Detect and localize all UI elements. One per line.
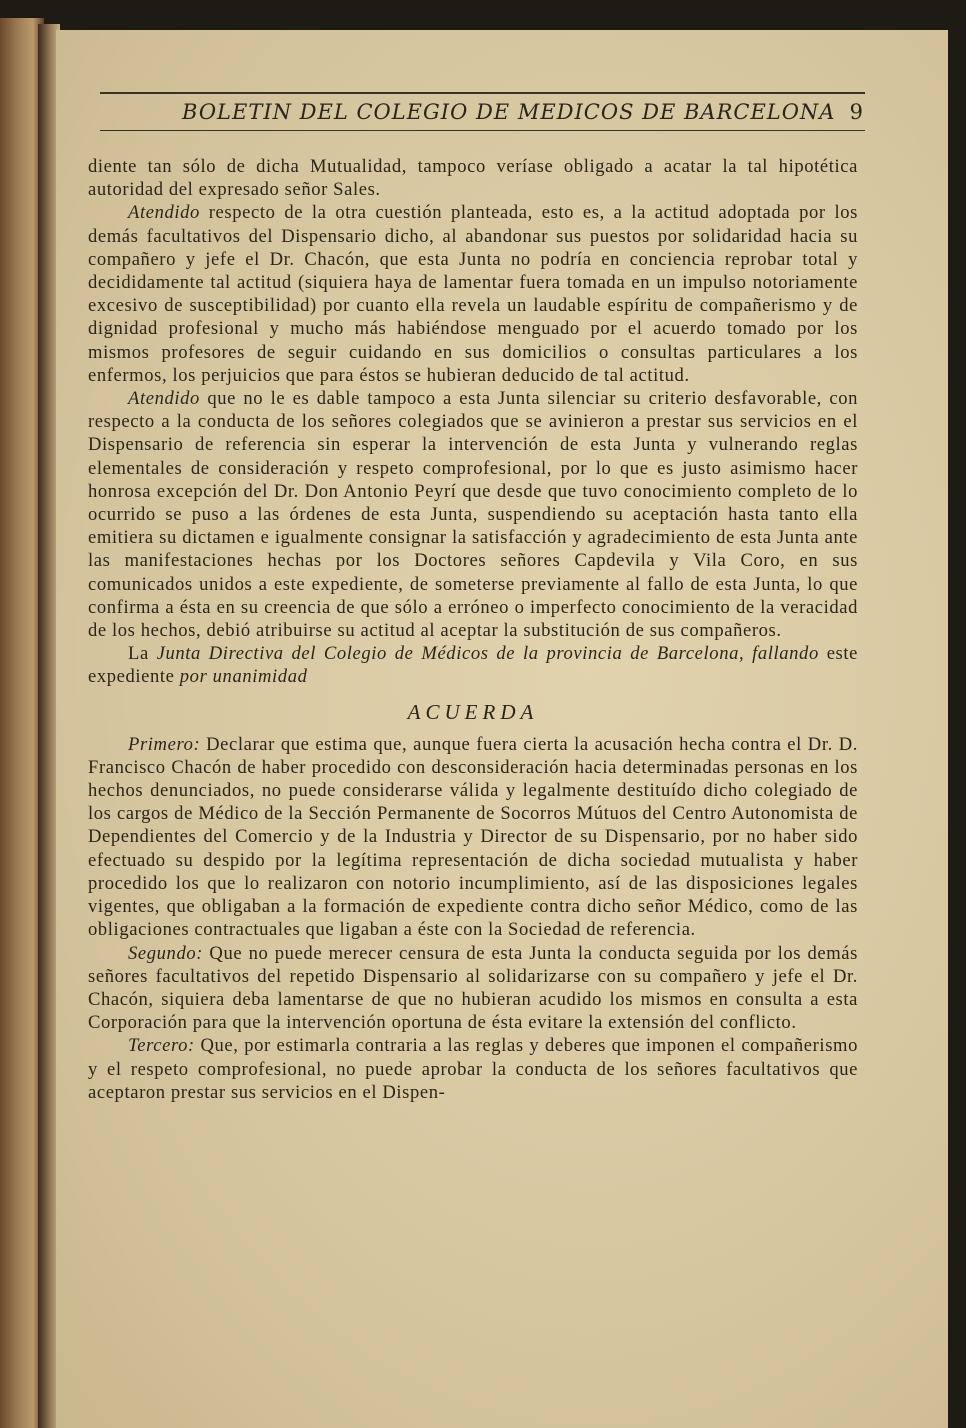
paragraph-text: respecto de la otra cuestión planteada, esto es, a la actitud adoptada por los demás facultativos del Dispensario dicho, al abandonar sus puestos por solidaridad hacia su compañero y jefe el Dr. Chacón, que esta Junta no podría en conciencia reprobar total y decididamente tal actitud (siquiera haya de lamentar fuera tomada en un impulso notoriamente excesivo de susceptibilidad) por cuanto ella revela un laudable espíritu de compañerismo y de dignidad profesional y mucho más habiéndose menguado por el acuerdo tomado por los mismos profesores de seguir cuidando en sus domicilios o consultas particulares a los enfermos, los perjuicios que para éstos se hubieran deducido de tal actitud.: [88, 202, 858, 386]
fallo-unanimidad: por unanimidad: [179, 666, 308, 688]
paragraph-lead: Segundo:: [128, 942, 204, 964]
paragraph-lead: Primero:: [128, 733, 201, 755]
paragraph-text: Que no puede merecer censura de esta Junta la conducta seguida por los demás señores facultativos del repetido Dispensario al solidarizarse con su compañero y jefe el Dr. Chacón, siquiera deba lamentarse de que no hubieran acudido los mismos en consulta a esta Corporación para que la intervención oportuna de ésta evitare la extensión del conflicto.: [88, 942, 858, 1034]
paragraph-fallo: [88, 642, 858, 688]
paragraph-tercero: [88, 1034, 858, 1104]
paragraph-continuation: diente tan sólo de dicha Mutualidad, tampoco veríase obligado a acatar la tal hipotética autoridad del expresado señor Sales.: [88, 156, 858, 201]
paragraph-lead: Tercero:: [128, 1035, 195, 1057]
fallo-junta: Junta Directiva del Colegio de Médicos de la provincia de Barcelona, fallando: [156, 643, 819, 665]
paragraph-atendido-2: [88, 387, 858, 642]
paragraph-lead: Atendido: [128, 202, 200, 224]
paragraph-lead: Atendido: [128, 388, 200, 410]
paragraph-text: que no le es dable tampoco a esta Junta silenciar su criterio desfavorable, con respecto a la conducta de los señores colegiados que se avinieron a prestar sus servicios en el Dispensario de referencia sin esperar la intervención de esta Junta y vulnerando reglas elementales de consideración y respeto comprofesional, por lo que es justo asimismo hacer honrosa excepción del Dr. Don Antonio Peyrí que desde que tuvo conocimiento completo de lo ocurrido se puso a las órdenes de esta Junta, suspendiendo su aceptación hasta tanto ella emitiera su dictamen e igualmente consignar la satisfacción y agradecimiento de esta Junta ante las manifestaciones hechas por los Doctores señores Capdevila y Vila Coro, en sus comunicados unidos a este expediente, de someterse previamente al fallo de esta Junta, lo que confirma a ésta en su creencia de que sólo a erróneo o imperfecto conocimiento de la veracidad de los hechos, debió atribuirse su actitud al aceptar la substitución de sus compañeros.: [88, 388, 858, 642]
fallo-mid: este expediente: [88, 643, 858, 688]
paragraph-text: Declarar que estima que, aunque fuera cierta la acusación hecha contra el Dr. D. Francisco Chacón de haber procedido con desconsideración hacia determinadas personas en los hechos denunciados, no puede considerarse válida y legalmente destituído dicho colegiado de los cargos de Médico de la Sección Permanente de Socorros Mútuos del Centro Autonomista de Dependientes del Comercio y de la Industria y Director de su Dispensario, por no haber sido efectuado su despido por la legítima representación de dicha sociedad mutualista y haber procedido los que lo realizaron con notorio incumplimiento, así de las disposiciones legales vigentes, que obligaban a la formación de expediente contra dicho señor Médico, como de las obligaciones contractuales que ligaban a éste con la Sociedad de referencia.: [88, 733, 858, 941]
fallo-pre: La: [128, 643, 157, 665]
section-heading: ACUERDA: [407, 699, 539, 724]
running-header: [100, 92, 865, 131]
article-body: [88, 155, 858, 1104]
paragraph-text: Que, por estimarla contraria a las reglas y deberes que imponen el compañerismo y el respeto comprofesional, no puede aprobar la conducta de los señores facultativos que aceptaron prestar sus servicios en el Dispen-: [88, 1035, 858, 1103]
paragraph-primero: [88, 733, 858, 942]
paragraph-atendido-1: [88, 201, 858, 387]
journal-title: BOLETIN DEL COLEGIO DE MEDICOS DE BARCELONA: [182, 100, 836, 124]
page-number: 9: [849, 100, 863, 124]
paragraph-segundo: [88, 942, 858, 1035]
